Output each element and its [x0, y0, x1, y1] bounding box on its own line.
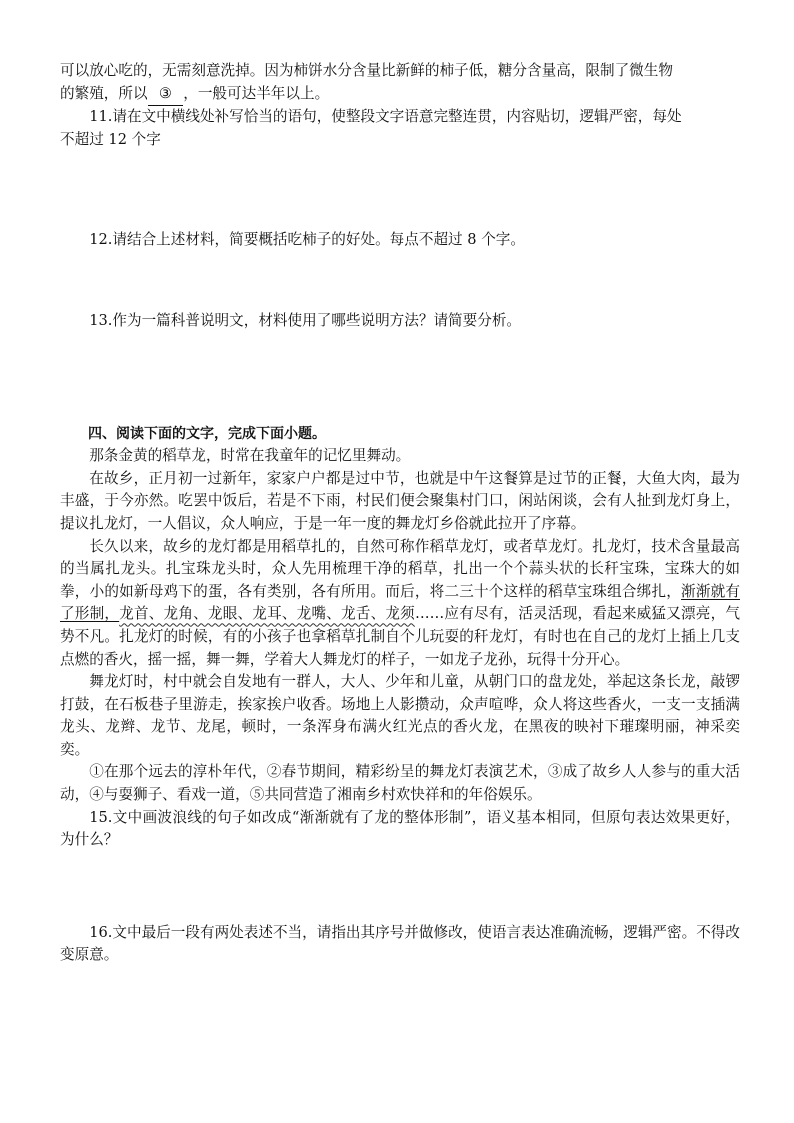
passage-paragraph-5: ①在那个远去的淳朴年代，②春节期间，精彩纷呈的舞龙灯表演艺术，③成了故乡人人参与的重大活动，④与耍狮子、看戏一道，⑤共同营造了湘南乡村欢快祥和的年俗娱乐。 [60, 763, 740, 804]
question-16: 16.文中最后一段有两处表述不当，请指出其序号并做修改，使语言表达准确流畅，逻辑严密。不得改变原意。 [60, 923, 740, 964]
paragraph-3-end: ……应有尽有，活灵活现，看起来威猛又漂亮，气势不凡。扎龙灯的时候，有的小孩子也拿稻草扎制自个儿玩耍的秆龙灯，有时也在自己的龙灯上插上几支点燃的香火，摇一摇，舞一舞，学着大人舞龙灯的样子，一如龙子龙孙，玩得十分开心。 [60, 605, 740, 668]
passage-paragraph-4: 舞龙灯时，村中就会自发地有一群人，大人、少年和儿童，从朝门口的盘龙处，举起这条长龙，敲锣打鼓，在石板巷子里游走，挨家挨户收香。场地上人影攒动，众声喧哗，众人将这些香火，一支一支插满龙头、龙辫、龙节、龙尾，顿时，一条浑身布满火红光点的香火龙，在黑夜的映衬下璀璨明丽，神采奕奕。 [60, 673, 740, 758]
document-page [60, 60, 740, 967]
question-11-line-1: 11.请在文中横线处补写恰当的语句，使整段文字语意完整连贯，内容贴切，逻辑严密，每处 [89, 108, 682, 126]
question-11-line-2: 不超过 12 个字 [60, 130, 161, 148]
passage-paragraph-3 [60, 536, 740, 672]
underlined-phrase: 渐渐就有了形制， [60, 582, 740, 623]
intro-line-1: 可以放心吃的，无需刻意洗掉。因为柿饼水分含量比新鲜的柿子低，糖分含量高，限制了微生物 [60, 62, 673, 79]
intro-line-2 [60, 83, 740, 107]
answer-space-12[interactable] [60, 252, 740, 310]
intro-line-2-start: 的繁殖，所以 [60, 84, 148, 102]
section-4-title: 四、阅读下面的文字，完成下面小题。 [88, 425, 326, 442]
blank-number-3: ③ [158, 84, 172, 102]
answer-blank-3[interactable] [148, 83, 184, 107]
question-15: 15.文中画波浪线的句子如改成“渐渐就有了龙的整体形制”，语义基本相同，但原句表达效果更好，为什么？ [60, 808, 740, 849]
passage-paragraph-2: 在故乡，正月初一过新年，家家户户都是过中节，也就是中午这餐算是过节的正餐，大鱼大肉，最为丰盛，于今亦然。吃罢中饭后，若是不下雨，村民们便会聚集村门口，闲站闲谈，会有人扯到龙灯身上，提议扎龙灯，一人倡议，众人响应，于是一年一度的舞龙灯乡俗就此拉开了序幕。 [60, 469, 740, 532]
answer-space-13[interactable] [60, 333, 740, 423]
answer-space-15[interactable] [60, 852, 740, 922]
question-12: 12.请结合上述材料，简要概括吃柿子的好处。每点不超过 8 个字。 [89, 231, 525, 249]
wavy-underlined-sentence: 龙首、龙角、龙眼、龙耳、龙嘴、龙舌、龙须 [119, 605, 415, 623]
paragraph-3-start: 长久以来，故乡的龙灯都是用稻草扎的，自然可称作稻草龙灯，或者草龙灯。扎龙灯，技术含量最高的当属扎龙头。扎宝珠龙头时，众人先用梳理干净的稻草，扎出一个个蒜头状的长秆宝珠，宝珠大的如拳，小的如新母鸡下的蛋，各有类别，各有所用。而后，将二三十个这样的稻草宝珠组合绑扎， [60, 537, 740, 600]
answer-space-11[interactable] [60, 151, 740, 229]
intro-line-2-end: ，一般可达半年以上。 [183, 84, 330, 102]
question-13: 13.作为一篇科普说明文，材料使用了哪些说明方法？请简要分析。 [89, 311, 522, 329]
passage-paragraph-1: 那条金黄的稻草龙，时常在我童年的记忆里舞动。 [89, 447, 411, 465]
